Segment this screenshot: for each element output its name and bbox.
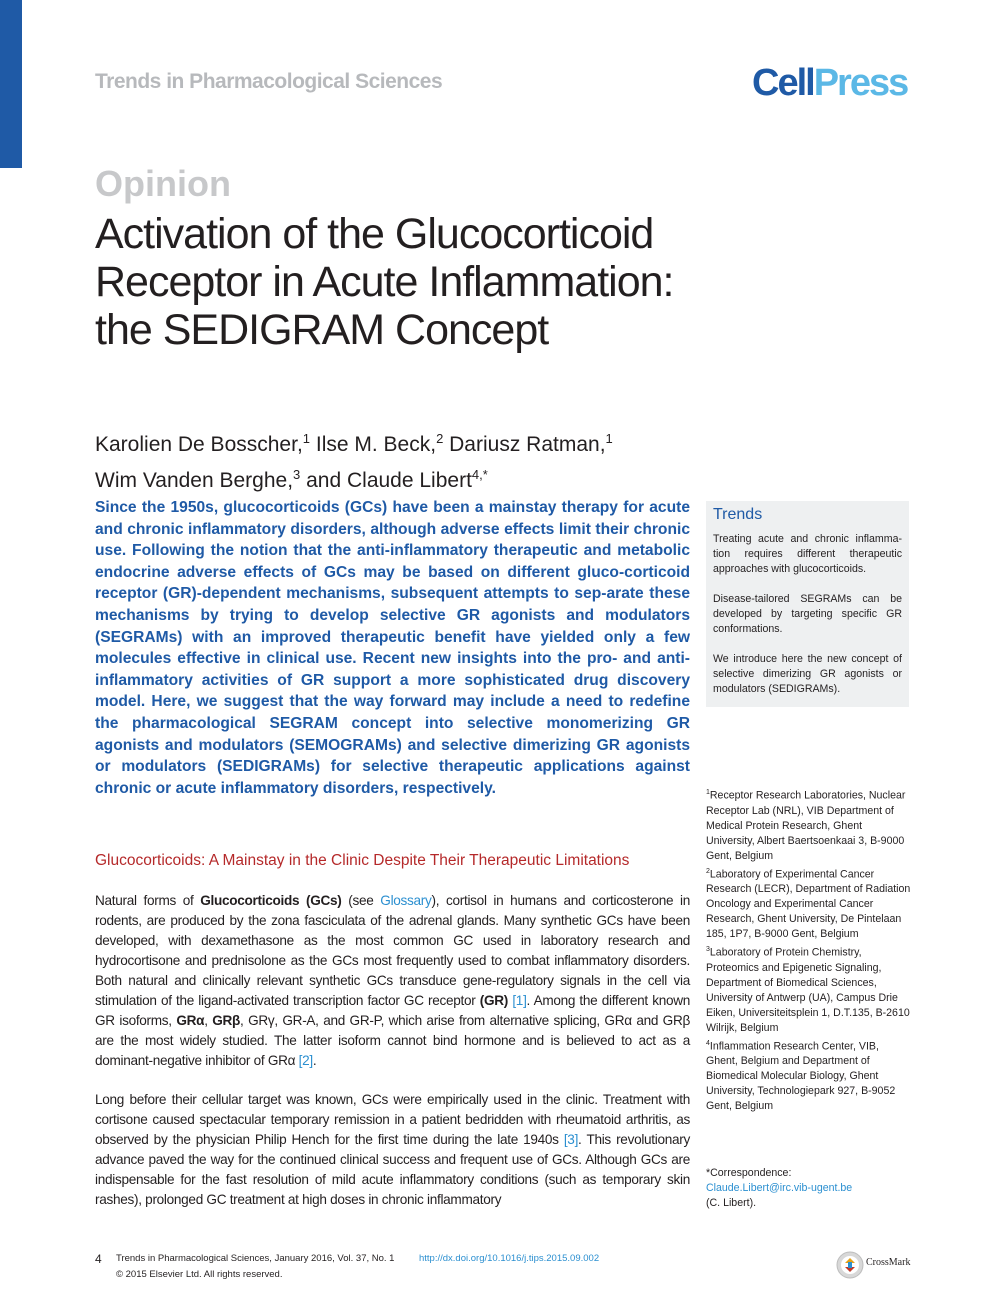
article-title: Activation of the Glucocorticoid Receptor in Acute Inflammation: the SEDIGRAM Concept: [95, 210, 674, 354]
glossary-link[interactable]: Glossary: [380, 893, 432, 908]
logo-cell: Cell: [752, 62, 814, 104]
trends-title: Trends: [713, 506, 763, 523]
body-paragraph: [95, 891, 690, 1071]
copyright: © 2015 Elsevier Ltd. All rights reserved.: [116, 1269, 283, 1280]
affiliation: [706, 942, 911, 1036]
body-paragraph: [95, 1090, 690, 1210]
affiliation-text: Laboratory of Experimental Cancer Research (LECR), Department of Radiation Oncology and Experimental Cancer Research, Ghent University, De Pintelaan 185, 1P7, B-9000 Gent, Belgium: [706, 868, 911, 941]
author: Ilse M. Beck,: [315, 433, 437, 456]
trends-box: [706, 501, 909, 707]
affiliation-text: Inflammation Research Center, VIB, Ghent, Belgium and Department of Biomedical Molecular Biology, Ghent University, Technologiepark 927, B-9052 Gent, Belgium: [706, 1040, 896, 1113]
author: Dariusz Ratman,: [449, 433, 606, 456]
glossary-term: GRα: [176, 1013, 205, 1028]
page-number: 4: [95, 1252, 102, 1266]
cellpress-logo[interactable]: [752, 62, 907, 105]
article-type: Opinion: [95, 163, 231, 204]
author-sup: 3: [293, 467, 301, 482]
author-sup: 2: [436, 431, 444, 446]
section-heading: Glucocorticoids: A Mainstay in the Clinic Despite Their Therapeutic Limitations: [95, 852, 630, 869]
reference-link[interactable]: [2]: [298, 1053, 313, 1068]
doi-link[interactable]: http://dx.doi.org/10.1016/j.tips.2015.09.002: [419, 1253, 600, 1264]
affiliations: [706, 785, 911, 1114]
accent-bar: [0, 0, 22, 168]
correspondence-email-link[interactable]: Claude.Libert@irc.vib-ugent.be: [706, 1182, 853, 1194]
text-run: (see: [341, 893, 381, 908]
trends-item: We introduce here the new concept of selective dimerizing GR agonists or modulators (SEDIGRAMs).: [713, 653, 902, 695]
affiliation: [706, 1036, 911, 1115]
text-run: . Among the different known GR isoforms,: [95, 993, 690, 1028]
affiliation-sup: 3: [706, 946, 710, 954]
text-run: ), cortisol in humans and corticosterone in rodents, are produced by the zona fasciculata of the adrenal glands. Many synthetic GCs have been developed, with dexamethasone as the most common GC used in laboratory research and hydrocortisone and prednisolone as the GCs most frequently used to combat inflammatory disorders. Both natural and clinically relevant synthetic GCs transduce gene-regulatory signals in the cell via stimulation of the ligand-activated transcription factor GC receptor: [95, 893, 690, 1008]
correspondence: [706, 1166, 911, 1211]
text-run: , GRγ, GR-A, and GR-P, which arise from alternative splicing, GRα and GRβ are the most widely studied. The latter isoform cannot bind hormone and is believed to act as a dominant-negative inhibitor of GRα: [95, 1013, 690, 1068]
author: Wim Vanden Berghe,: [95, 469, 294, 492]
glossary-term: GRβ: [212, 1013, 241, 1028]
affiliation: [706, 785, 911, 864]
author: and Claude Libert: [306, 469, 472, 492]
crossmark-label[interactable]: CrossMark: [866, 1257, 911, 1268]
affiliation-text: Laboratory of Protein Chemistry, Proteomics and Epigenetic Signaling, Department of Biomedical Sciences, University of Antwerp (UA), Campus Drie Eiken, Universiteitsplein 1, D.T.135, B-2610 Wilrijk, Belgium: [706, 946, 910, 1034]
affiliation-sup: 4: [706, 1039, 710, 1047]
correspondence-name: (C. Libert).: [706, 1197, 757, 1209]
correspondence-label: *Correspondence:: [706, 1167, 792, 1179]
text-run: ,: [204, 1013, 213, 1028]
trends-item: Treating acute and chronic inflamma-tion requires different therapeutic approaches with glucocorticoids.: [713, 533, 902, 575]
text-run: Long before their cellular target was known, GCs were empirically used in the clinic. Treatment with cortisone caused spectacular temporary remission in a patient bedridden with rheumatoid arthritis, as observed by the physician Philip Hench for the first time during the late 1940s: [95, 1092, 690, 1147]
text-run: . This revolutionary advance paved the way for the continued clinical success and frequent use of GCs. Although GCs are indispensable for the fast resolution of mild acute inflammatory conditions (such as temporary skin rashes), prolonged GC treatment at high doses in chronic inflammatory: [95, 1132, 691, 1207]
glossary-term: Glucocorticoids (GCs): [200, 893, 342, 908]
author: Karolien De Bosscher,: [95, 433, 303, 456]
text-run: Natural forms of: [95, 893, 201, 908]
logo-press: Press: [813, 62, 908, 104]
author-sup: 4,*: [471, 467, 488, 482]
footer-citation: Trends in Pharmacological Sciences, January 2016, Vol. 37, No. 1: [116, 1253, 395, 1264]
reference-link[interactable]: [1]: [512, 993, 527, 1008]
affiliation-sup: 2: [706, 867, 710, 875]
author-list: [95, 424, 695, 496]
author-sup: 1: [302, 431, 311, 446]
affiliation: [706, 864, 911, 943]
author-sup: 1: [605, 431, 613, 446]
abstract: Since the 1950s, glucocorticoids (GCs) have been a mainstay therapy for acute and chronic inflammatory disorders, although adverse effects limit their chronic use. Following the notion that the anti-inflammatory therapeutic and metabolic endocrine adverse effects of GCs may be based on different gluco-corticoid receptor (GR)-dependent mechanisms, subsequent attempts to sep-arate these mechanisms by trying to develop selective GR agonists and modulators (SEGRAMs) with an improved therapeutic benefit have yielded only a few molecules effective in clinical use. Recent new insights into the pro- and anti-inflammatory activities of GR support a more sophisticated drug discovery model. Here, we suggest that the way forward may include a need to redefine the pharmacological SEGRAM concept into selective monomerizing GR agonists and modulators (SEMOGRAMs) and selective dimerizing GR agonists or modulators (SEDIGRAMs) for selective therapeutic applications against chronic or acute inflammatory disorders, respectively.: [95, 499, 690, 797]
affiliation-sup: 1: [706, 789, 710, 796]
journal-title: Trends in Pharmacological Sciences: [95, 70, 443, 93]
glossary-term: (GR): [479, 993, 509, 1008]
reference-link[interactable]: [3]: [563, 1132, 579, 1147]
trends-item: Disease-tailored SEGRAMs can be developed by targeting specific GR conformations.: [713, 593, 902, 635]
text-run: .: [312, 1053, 317, 1068]
affiliation-text: Receptor Research Laboratories, Nuclear Receptor Lab (NRL), VIB Department of Medical Protein Research, Ghent University, Albert Baertsoenkaai 3, B-9000 Gent, Belgium: [706, 789, 906, 862]
